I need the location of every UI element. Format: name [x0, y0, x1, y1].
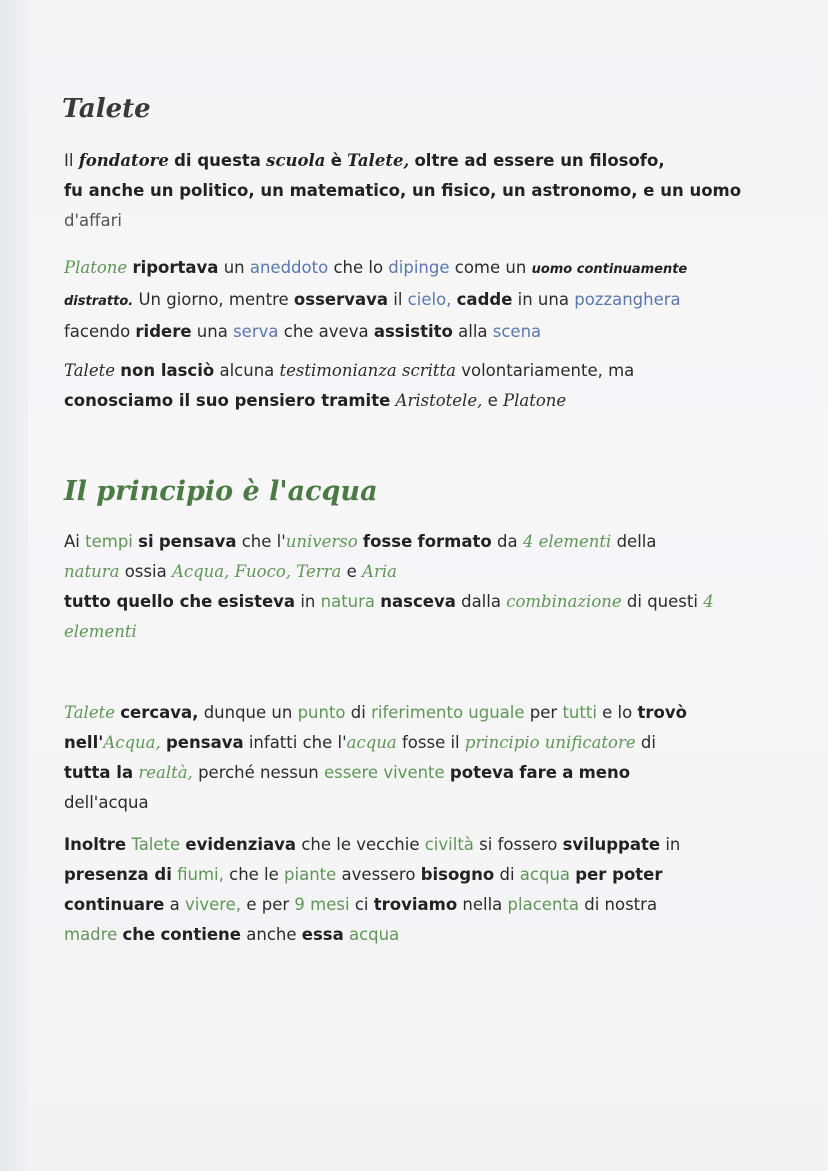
text-fragment: riportava	[132, 258, 219, 277]
text-fragment: Inoltre	[64, 835, 127, 854]
text-fragment: aneddoto	[249, 258, 329, 277]
text-fragment: avessero	[341, 865, 416, 884]
text-fragment: fare	[519, 763, 557, 782]
text-fragment: pensava	[158, 532, 237, 551]
text-fragment: ci	[354, 895, 369, 914]
paragraph-civilizations	[64, 830, 764, 950]
text-line	[64, 758, 764, 788]
text-fragment: evidenziava	[185, 835, 297, 854]
text-fragment: e per	[246, 895, 290, 914]
text-line	[64, 356, 764, 386]
text-fragment: Aristotele,	[395, 391, 483, 410]
text-fragment: bisogno	[420, 865, 495, 884]
text-fragment: cielo,	[407, 290, 452, 309]
text-line	[64, 317, 764, 347]
text-fragment: nasceva	[380, 592, 456, 611]
text-fragment: perché nessun	[198, 763, 319, 782]
text-fragment: pozzanghera	[574, 290, 681, 309]
text-fragment: scena	[492, 322, 542, 341]
text-fragment: volontariamente, ma	[461, 361, 635, 380]
text-fragment: che aveva	[283, 322, 369, 341]
text-line	[64, 698, 764, 728]
text-fragment: principio unificatore	[464, 733, 636, 752]
text-fragment: serva	[233, 322, 279, 341]
text-line	[64, 527, 764, 557]
text-fragment: acqua	[519, 865, 571, 884]
text-line	[64, 146, 764, 176]
text-fragment: conosciamo il suo pensiero tramite	[64, 391, 391, 410]
text-fragment: elementi	[64, 622, 137, 641]
text-fragment: è	[330, 151, 342, 170]
text-fragment: Talete	[64, 703, 115, 722]
text-line	[64, 587, 764, 617]
text-fragment: d'affari	[64, 211, 122, 230]
section-title-principle: Il principio è l'acqua	[64, 476, 378, 507]
text-fragment: riferimento uguale	[371, 703, 525, 722]
paragraph-founder	[64, 146, 764, 236]
text-fragment: di questi	[626, 592, 698, 611]
text-line	[64, 617, 764, 647]
text-fragment: alla	[458, 322, 488, 341]
paragraph-four-elements	[64, 527, 764, 647]
text-fragment: ridere	[135, 322, 192, 341]
text-fragment: 4 elementi	[522, 532, 612, 551]
text-fragment: oltre ad essere un filosofo,	[414, 151, 665, 170]
text-fragment: fu anche un politico, un matematico, un fisico, un astronomo, e un uomo	[64, 181, 742, 200]
text-fragment: tutta la	[64, 763, 134, 782]
text-fragment: piante	[284, 865, 337, 884]
text-fragment: di questa	[174, 151, 261, 170]
text-fragment: troviamo	[373, 895, 458, 914]
text-fragment: in	[665, 835, 681, 854]
text-fragment: in	[300, 592, 316, 611]
text-fragment: uomo continuamente	[531, 262, 688, 277]
text-fragment: civiltà	[424, 835, 474, 854]
text-fragment: un	[223, 258, 245, 277]
text-fragment: e lo	[602, 703, 633, 722]
text-fragment: e	[487, 391, 498, 410]
text-fragment: tutti	[562, 703, 597, 722]
text-fragment: esisteva	[217, 592, 296, 611]
text-fragment: dipinge	[388, 258, 450, 277]
text-fragment: realtà,	[138, 763, 193, 782]
text-fragment: di nostra	[584, 895, 658, 914]
text-fragment: e	[346, 562, 357, 581]
text-fragment: che le	[229, 865, 279, 884]
text-fragment: dunque un	[203, 703, 293, 722]
text-fragment: vivere,	[185, 895, 242, 914]
text-fragment: testimonianza scritta	[279, 361, 456, 380]
text-fragment: madre	[64, 925, 118, 944]
text-fragment: il	[393, 290, 403, 309]
text-line	[64, 557, 764, 587]
text-fragment: che lo	[333, 258, 384, 277]
text-fragment: alcuna	[219, 361, 275, 380]
text-fragment: Talete	[131, 835, 181, 854]
text-fragment: assistito	[373, 322, 453, 341]
text-fragment: nell'	[64, 733, 104, 752]
text-fragment: in una	[517, 290, 569, 309]
text-fragment: pensava	[166, 733, 244, 752]
text-fragment: della	[616, 532, 657, 551]
text-fragment: Il	[64, 151, 74, 170]
text-fragment: dalla	[461, 592, 501, 611]
text-fragment: 4	[703, 592, 714, 611]
text-fragment: cercava,	[120, 703, 199, 722]
text-fragment: anche	[246, 925, 297, 944]
paragraph-anecdote	[64, 253, 764, 347]
scan-edge-shadow	[0, 0, 28, 1171]
text-line	[64, 253, 764, 285]
text-fragment: cadde	[456, 290, 513, 309]
text-fragment: sviluppate	[562, 835, 661, 854]
text-fragment: dell'acqua	[64, 793, 149, 812]
text-fragment: non lasciò	[120, 361, 215, 380]
text-fragment: che le vecchie	[301, 835, 420, 854]
text-fragment: meno	[578, 763, 631, 782]
text-fragment: acqua	[348, 925, 400, 944]
text-fragment: essere vivente	[324, 763, 445, 782]
text-fragment: contiene	[160, 925, 241, 944]
text-fragment: Talete	[64, 361, 115, 380]
text-line	[64, 830, 764, 860]
text-fragment: distratto.	[64, 294, 134, 309]
text-fragment: essa	[301, 925, 344, 944]
text-fragment: fondatore	[78, 151, 169, 170]
text-fragment: combinazione	[506, 592, 622, 611]
text-line	[64, 890, 764, 920]
text-fragment: Platone	[503, 391, 567, 410]
text-fragment: Platone	[64, 258, 128, 277]
text-fragment: continuare	[64, 895, 165, 914]
text-fragment: facendo	[64, 322, 131, 341]
text-line	[64, 176, 764, 206]
text-line	[64, 206, 764, 236]
text-fragment: acqua	[346, 733, 397, 752]
text-fragment: 9 mesi	[294, 895, 350, 914]
text-fragment: da	[496, 532, 518, 551]
text-fragment: tutto quello che	[64, 592, 213, 611]
text-fragment: come un	[454, 258, 527, 277]
text-fragment: a	[169, 895, 180, 914]
text-fragment: si	[138, 532, 154, 551]
paragraph-no-writings	[64, 356, 764, 416]
text-fragment: Ai	[64, 532, 80, 551]
text-fragment: Acqua, Fuoco, Terra	[171, 562, 342, 581]
text-fragment: Talete,	[347, 151, 410, 170]
text-fragment: a	[562, 763, 574, 782]
text-fragment: natura	[64, 562, 120, 581]
text-fragment: Un giorno, mentre	[138, 290, 289, 309]
text-fragment: punto	[297, 703, 346, 722]
text-line	[64, 920, 764, 950]
text-fragment: che l'	[241, 532, 286, 551]
text-fragment: presenza di	[64, 865, 172, 884]
text-fragment: fiumi,	[177, 865, 224, 884]
paragraph-water-principle	[64, 698, 764, 818]
text-fragment: Aria	[362, 562, 397, 581]
text-fragment: di	[640, 733, 656, 752]
text-fragment: per poter	[575, 865, 663, 884]
text-fragment: scuola	[266, 151, 326, 170]
text-fragment: che	[122, 925, 156, 944]
text-fragment: di	[499, 865, 515, 884]
text-fragment: natura	[320, 592, 376, 611]
text-fragment: placenta	[507, 895, 579, 914]
text-fragment: nella	[462, 895, 503, 914]
section-title-talete: Talete	[62, 94, 151, 124]
text-fragment: infatti che l'	[248, 733, 347, 752]
text-fragment: si fossero	[479, 835, 558, 854]
text-fragment: formato	[417, 532, 492, 551]
text-line	[64, 860, 764, 890]
text-fragment: trovò	[637, 703, 687, 722]
text-fragment: osservava	[293, 290, 388, 309]
text-fragment: fosse il	[401, 733, 460, 752]
text-fragment: universo	[285, 532, 358, 551]
text-line	[64, 285, 764, 317]
text-fragment: ossia	[124, 562, 167, 581]
text-fragment: una	[196, 322, 228, 341]
text-line	[64, 386, 764, 416]
text-fragment: per	[529, 703, 558, 722]
text-fragment: tempi	[85, 532, 133, 551]
text-line	[64, 788, 764, 818]
text-fragment: fosse	[362, 532, 413, 551]
text-fragment: Acqua,	[103, 733, 161, 752]
text-fragment: poteva	[449, 763, 515, 782]
text-fragment: di	[350, 703, 366, 722]
text-line	[64, 728, 764, 758]
